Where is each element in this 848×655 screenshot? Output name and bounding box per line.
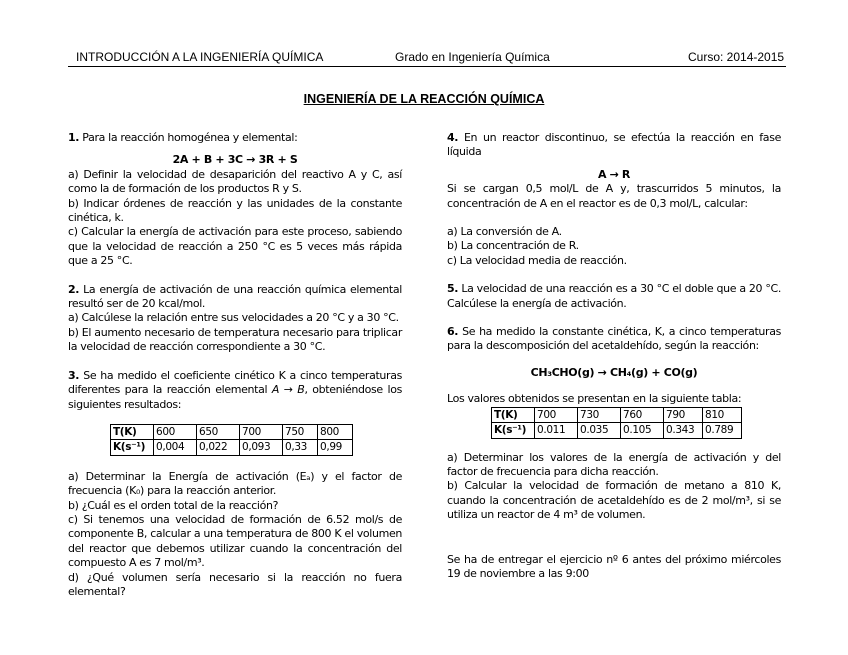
q1-part-b: b) Indicar órdenes de reacción y las unidades de la constante cinética, k. [68, 196, 402, 225]
question-3: 3. Se ha medido el coeficiente cinético K a cinco temperaturas diferentes para la reacción elemental A → B, obteniéndose los siguientes resultados: [68, 368, 402, 411]
q3-part-a: a) Determinar la Energía de activación (Eₐ) y el factor de frecuencia (K₀) para la reacción anterior. [68, 469, 402, 498]
q1-part-c: c) Calcular la energía de activación para este proceso, sabiendo que la velocidad de reacción a 250 °C es 5 veces más rápida que a 25 °C. [68, 225, 402, 268]
table-row: T(K) 600 650 700 750 800 [111, 424, 353, 439]
q6-part-b: b) Calcular la velocidad de formación de metano a 810 K, cuando la concentración de acetaldehído es de 2 mol/m³, si se utiliza un reactor de 4 m³ de volumen. [447, 479, 781, 522]
q6-table-intro: Los valores obtenidos se presentan en la siguiente tabla: [447, 392, 742, 406]
question-4: 4. En un reactor discontinuo, se efectúa la reacción en fase líquida [447, 131, 781, 159]
right-column [447, 131, 781, 581]
q3-reaction: A → B [271, 383, 305, 397]
question-5: 5. La velocidad de una reacción es a 30 °C el doble que a 20 °C. Calcúlese la energía de activación. [447, 282, 781, 310]
q4-equation: A → R [597, 167, 631, 181]
page-title: INGENIERÍA DE LA REACCIÓN QUÍMICA [303, 92, 545, 106]
question-2: 2. La energía de activación de una reacción química elemental resultó ser de 20 kcal/mol. [68, 282, 402, 311]
table-row: K(s⁻¹) 0,004 0,022 0,093 0,33 0,99 [111, 440, 353, 455]
left-column [68, 131, 402, 599]
header-divider [68, 66, 786, 67]
q4-text: Si se cargan 0,5 mol/L de A y, trascurridos 5 minutos, la concentración de A en el reactor es de 0,3 mol/L, calcular: [447, 182, 781, 210]
q4-part-a: a) La conversión de A. [447, 225, 562, 239]
q6-data-table [491, 407, 742, 439]
question-6: 6. Se ha medido la constante cinética, K, a cinco temperaturas para la descomposición del acetaldehído, según la reacción: [447, 325, 781, 353]
table-row: K(s⁻¹) 0.011 0.035 0.105 0.343 0.789 [492, 423, 742, 438]
q6-part-a: a) Determinar los valores de la energía de activación y del factor de frecuencia para dicha reacción. [447, 450, 781, 478]
q3-part-d: d) ¿Qué volumen sería necesario si la reacción no fuera elemental? [68, 570, 402, 598]
q4-part-b: b) La concentración de R. [447, 239, 579, 253]
header-course-name: INTRODUCCIÓN A LA INGENIERÍA QUÍMICA [76, 50, 324, 64]
q3-part-c: c) Si tenemos una velocidad de formación de 6.52 mol/s de componente B, calcular a una temperatura de 800 K el volumen del reactor que debemos utilizar cuando la concentración del compuesto A es 7 mol/m³. [68, 512, 402, 570]
q4-part-c: c) La velocidad media de reacción. [447, 253, 627, 267]
q2-part-a: a) Calcúlese la relación entre sus velocidades a 20 °C y a 30 °C. [68, 311, 399, 325]
submission-note: Se ha de entregar el ejercicio nº 6 antes del próximo miércoles 19 de noviembre a las 9:00 [447, 552, 781, 580]
question-1: 1. Para la reacción homogénea y elemental: [68, 131, 298, 144]
q3-part-b: b) ¿Cuál es el orden total de la reacción? [68, 498, 279, 512]
q2-part-b: b) El aumento necesario de temperatura necesario para triplicar la velocidad de reacción correspondiente a 30 °C. [68, 325, 402, 354]
q1-equation: 2A + B + 3C → 3R + S [172, 153, 298, 167]
header-year: Curso: 2014-2015 [688, 50, 785, 64]
q3-data-table [110, 424, 353, 456]
q6-equation: CH₃CHO(g) → CH₄(g) + CO(g) [530, 365, 698, 379]
table-row: T(K) 700 730 760 790 810 [492, 407, 742, 422]
header-degree: Grado en Ingeniería Química [395, 50, 550, 64]
q1-part-a: a) Definir la velocidad de desaparición del reactivo A y C, así como la de formación de los productos R y S. [68, 167, 402, 196]
